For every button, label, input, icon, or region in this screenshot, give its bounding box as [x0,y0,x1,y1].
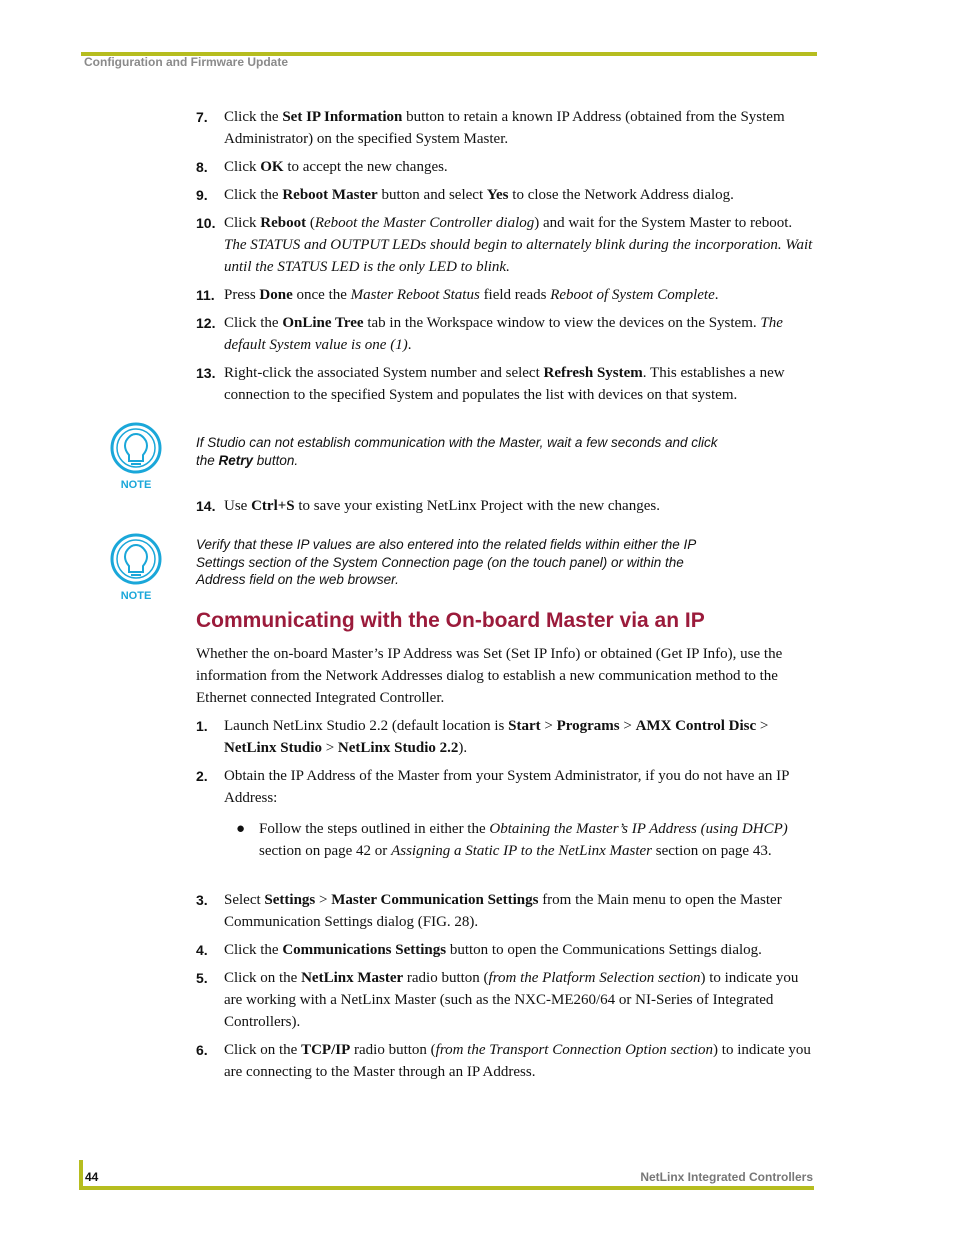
bold-run: NetLinx Studio 2.2 [337,740,459,756]
section-heading: Communicating with the On-board Master via an IP [196,609,705,632]
bullet-text: Follow the steps outlined in either the Obtaining the Master’s IP Address (using DHCP) section on page 42 or Assigning a Static IP to the NetLinx Master section on page 43. [259,821,788,859]
step-text: Click the OnLine Tree tab in the Workspace window to view the devices on the System. The default System value is one (1). [224,315,783,353]
italic-run: The default System value is one (1) [224,315,783,353]
step-13 [196,362,814,406]
step-14 [196,495,814,517]
bold-run: Start [508,718,541,734]
bullet-item [236,818,796,862]
bold-run: Master Communication Settings [331,892,539,908]
step-text: Click the Set IP Information button to retain a known IP Address (obtained from the System Administrator) on the specified System Master. [224,109,785,147]
italic-run: from the Platform Selection section [488,970,701,986]
italic-run: Assigning a Static IP to the NetLinx Master [391,843,653,859]
bold-run: Communications Settings [282,942,447,958]
step-5 [196,967,814,1033]
italic-run: The STATUS and OUTPUT LEDs should begin to alternately blink during the incorporation. Wait until the STATUS LED is the only LED to blink. [224,237,813,275]
italic-run: Master Reboot Status [350,287,480,303]
italic-run: Obtaining the Master’s IP Address (using DHCP) [489,821,788,837]
bold-run: Reboot Master [282,187,378,203]
running-header: Configuration and Firmware Update [84,55,289,69]
step-text: Click OK to accept the new changes. [224,159,448,175]
step-7 [196,106,814,150]
step-number: 3. [196,892,208,908]
step-text: Use Ctrl+S to save your existing NetLinx Project with the new changes. [224,498,660,514]
step-number: 10. [196,215,216,231]
bold-run: AMX Control Disc [635,718,757,734]
note-text: If Studio can not establish communication with the Master, wait a few seconds and click the Retry button. [196,435,718,468]
bullet-dot: ● [236,821,246,837]
italic-run: Reboot of System Complete [550,287,715,303]
bold-run: Ctrl+S [251,498,295,514]
step-text: Select Settings > Master Communication Settings from the Main menu to open the Master Communication Settings dialog (FIG. 28). [224,892,782,930]
note-block [110,422,162,495]
note-label: NOTE [120,590,152,601]
bold-run: Programs [556,718,620,734]
step-text: Click Reboot (Reboot the Master Controller dialog) and wait for the System Master to reboot. The STATUS and OUTPUT LEDs should begin to alternately blink during the incorporation. Wait until the STATUS LED is the only LED to blink. [224,215,813,275]
lightbulb-note-icon [110,533,162,601]
bold-run: OnLine Tree [282,315,364,331]
footer-title: NetLinx Integrated Controllers [640,1170,813,1184]
step-10 [196,212,814,278]
step-number: 11. [196,287,215,303]
bold-run: TCP/IP [301,1042,351,1058]
note-label: NOTE [120,479,152,490]
bold-run: OK [260,159,284,175]
step-text: Click on the NetLinx Master radio button (from the Platform Selection section) to indicate you are working with a NetLinx Master (such as the NXC-ME260/64 or NI-Series of Integrated Controllers). [224,970,799,1030]
bold-run: Retry [218,452,254,468]
step-text: Click on the TCP/IP radio button (from the Transport Connection Option section) to indicate you are connecting to the Master through an IP Address. [224,1042,811,1080]
bold-run: Yes [486,187,509,203]
step-number: 6. [196,1042,208,1058]
bold-run: Settings [264,892,316,908]
step-number: 4. [196,942,208,958]
page-number: 44 [85,1170,99,1184]
step-11 [196,284,814,306]
step-3 [196,889,814,933]
footer-rule [81,1186,814,1190]
bold-run: Reboot [260,215,307,231]
italic-run: from the Transport Connection Option section [435,1042,714,1058]
note-text: Verify that these IP values are also entered into the related fields within either the IP Settings section of the System Connection page (on the touch panel) or within the Address field on the web browser. [196,537,696,587]
lightbulb-note-icon [110,422,162,490]
bold-run: Set IP Information [282,109,403,125]
step-text: Obtain the IP Address of the Master from your System Administrator, if you do not have an IP Address: [224,768,789,806]
step-text: Click the Communications Settings button to open the Communications Settings dialog. [224,942,762,958]
step-8 [196,156,814,178]
note-block [110,533,162,606]
bold-run: NetLinx Studio [224,740,322,756]
step-9 [196,184,814,206]
step-1 [196,715,814,759]
step-2 [196,765,814,809]
step-text: Launch NetLinx Studio 2.2 (default location is Start > Programs > AMX Control Disc > NetLinx Studio > NetLinx Studio 2.2). [224,718,769,756]
step-4 [196,939,814,961]
step-number: 13. [196,365,216,381]
italic-run: Reboot the Master Controller dialog [314,215,535,231]
step-6 [196,1039,814,1083]
step-number: 7. [196,109,208,125]
step-number: 14. [196,498,216,514]
step-number: 1. [196,718,208,734]
step-number: 12. [196,315,216,331]
bold-run: Done [259,287,293,303]
step-number: 9. [196,187,208,203]
step-number: 2. [196,768,208,784]
step-number: 5. [196,970,208,986]
step-number: 8. [196,159,208,175]
intro-paragraph: Whether the on-board Master’s IP Address was Set (Set IP Info) or obtained (Get IP Info), use the information from the Network Addresses dialog to establish a new communication method to the Ethernet connected Integrated Controller. [196,646,783,706]
step-text: Press Done once the Master Reboot Status field reads Reboot of System Complete. [224,287,719,303]
bold-run: Refresh System [543,365,643,381]
step-text: Click the Reboot Master button and select Yes to close the Network Address dialog. [224,187,734,203]
bold-run: NetLinx Master [301,970,404,986]
step-12 [196,312,814,356]
step-text: Right-click the associated System number and select Refresh System. This establishes a new connection to the specified System and populates the list with devices on that system. [224,365,785,403]
